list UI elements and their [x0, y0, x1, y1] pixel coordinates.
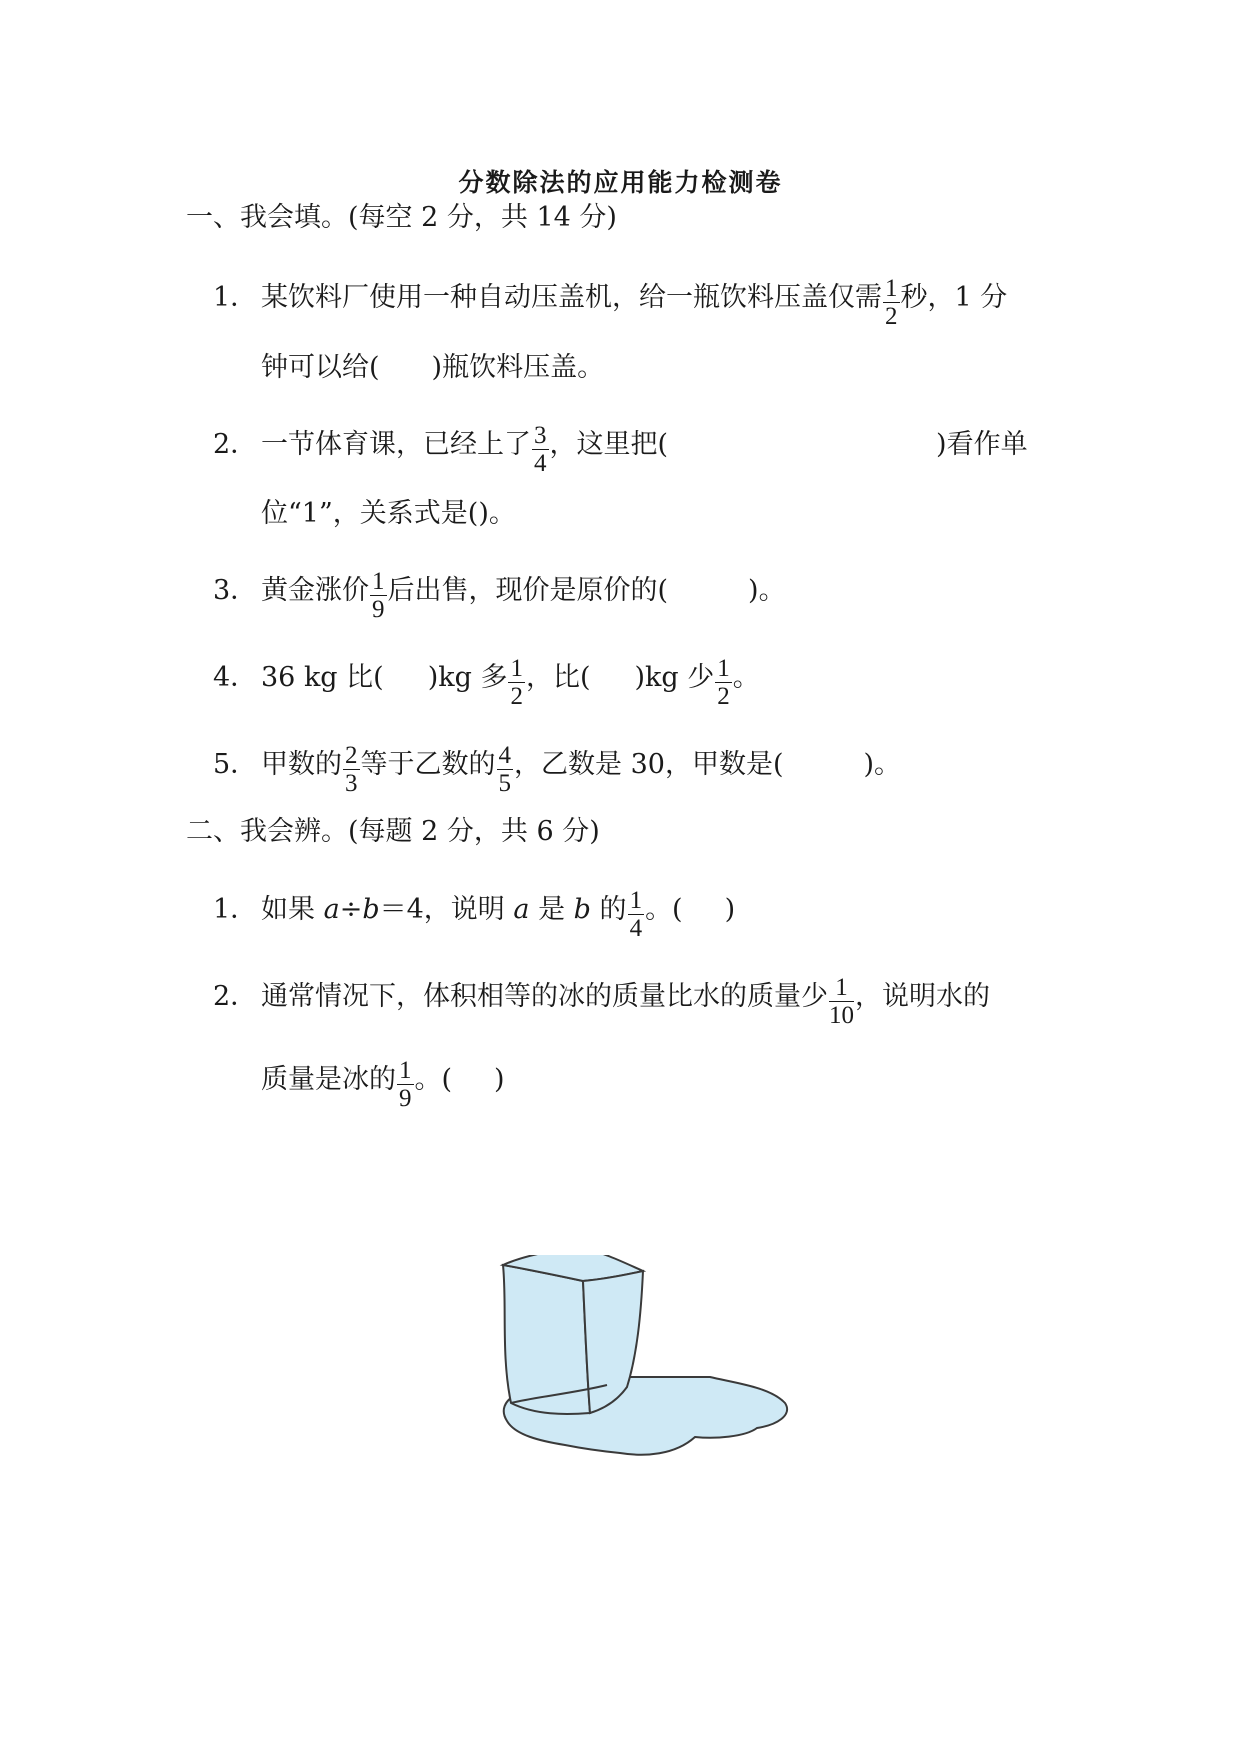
question-1-3: 3． 黄金涨价 $\frac{1}{9}$ 后出售，现价是原价的( )。 [213, 568, 786, 623]
fraction: $\frac{1}{4}$ [629, 887, 643, 942]
question-1-2-cont: 位“1”，关系式是()。 [261, 498, 516, 529]
ice-cube-illustration [495, 1255, 795, 1495]
fraction: $\frac{1}{9}$ [399, 1057, 412, 1112]
fraction: $\frac{4}{5}$ [498, 742, 511, 797]
fraction: $\frac{1}{2}$ [885, 275, 898, 330]
fraction: $\frac{3}{4}$ [534, 422, 547, 477]
fraction: $\frac{2}{3}$ [345, 742, 358, 797]
question-2-2: 2． 通常情况下，体积相等的冰的质量比水的质量少 $\frac{1}{10}$ ，说明水的 [213, 974, 990, 1029]
question-1-2: 2． 一节体育课，已经上了 $\frac{3}{4}$ ，这里把( )看作单 [213, 422, 1028, 477]
section-2-heading: 二、我会辨。(每题 2 分，共 6 分) [186, 816, 600, 847]
question-1-1-cont: 钟可以给( )瓶饮料压盖。 [261, 352, 605, 383]
question-2-1: 1． 如果 a÷b＝4，说明 a 是 b 的 $\frac{1}{4}$ 。( ) [213, 887, 736, 942]
question-1-4: 4． 36 kg 比( )kg 多 $\frac{1}{2}$ ，比( )kg 少 $\frac{1}{2}$ 。 [213, 655, 760, 710]
page-title: 分数除法的应用能力检测卷 [458, 168, 783, 197]
question-2-2-cont: 质量是冰的 $\frac{1}{9}$ 。( ) [261, 1057, 505, 1112]
fraction: $\frac{1}{2}$ [717, 655, 730, 710]
question-1-1: 1． 某饮料厂使用一种自动压盖机，给一瓶饮料压盖仅需 $\frac{1}{2}$ 秒，1 分 [213, 275, 1008, 330]
section-1-heading: 一、我会填。(每空 2 分，共 14 分) [186, 202, 617, 233]
fraction: $\frac{1}{2}$ [510, 655, 523, 710]
fraction: $\frac{1}{10}$ [829, 974, 854, 1029]
fraction: $\frac{1}{9}$ [372, 568, 385, 623]
question-1-5: 5． 甲数的 $\frac{2}{3}$ 等于乙数的 $\frac{4}{5}$ ，乙数是 30，甲数是( )。 [213, 742, 902, 797]
